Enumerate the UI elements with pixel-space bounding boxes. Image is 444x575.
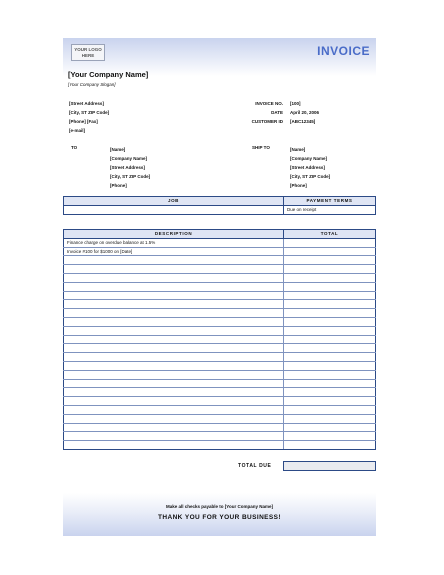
label-customer-id: CUSTOMER ID <box>251 119 283 124</box>
description-cell[interactable]: Invoice #100 for $1000 on [Date] <box>64 247 284 256</box>
table-row <box>64 291 376 300</box>
table-row <box>64 397 376 406</box>
total-cell[interactable] <box>284 370 376 379</box>
table-row <box>64 361 376 370</box>
total-cell[interactable] <box>284 361 376 370</box>
total-cell[interactable] <box>284 335 376 344</box>
invoice-page <box>63 38 376 536</box>
total-cell[interactable] <box>284 282 376 291</box>
description-cell[interactable] <box>64 335 284 344</box>
payment-terms-header: PAYMENT TERMS <box>284 197 376 206</box>
bill-to-street: [Street Address] <box>110 165 145 170</box>
total-cell[interactable] <box>284 414 376 423</box>
ship-to-block <box>290 145 330 190</box>
bill-to-company: [Company Name] <box>110 156 148 161</box>
description-cell[interactable] <box>64 423 284 432</box>
value-date: April 20, 2006 <box>290 110 320 115</box>
job-header: JOB <box>64 197 284 206</box>
description-cell[interactable] <box>64 309 284 318</box>
total-due-value[interactable] <box>283 461 376 471</box>
description-cell[interactable] <box>64 388 284 397</box>
total-cell[interactable] <box>284 326 376 335</box>
table-row <box>64 309 376 318</box>
payable-note: Make all checks payable to [Your Company Name] <box>166 504 273 509</box>
bill-to-label: TO <box>71 145 78 150</box>
thank-you-text: THANK YOU FOR YOUR BUSINESS! <box>158 514 281 521</box>
total-cell[interactable] <box>284 247 376 256</box>
ship-to-street: [Street Address] <box>290 165 325 170</box>
table-row <box>64 344 376 353</box>
ship-to-label: SHIP TO <box>252 145 270 150</box>
description-cell[interactable] <box>64 414 284 423</box>
total-cell[interactable] <box>284 265 376 274</box>
description-cell[interactable] <box>64 256 284 265</box>
total-cell[interactable] <box>284 309 376 318</box>
total-cell[interactable] <box>284 344 376 353</box>
total-cell[interactable] <box>284 238 376 247</box>
description-cell[interactable] <box>64 405 284 414</box>
description-cell[interactable] <box>64 353 284 362</box>
invoice-meta-values <box>290 99 319 126</box>
total-due-label: TOTAL DUE <box>238 463 272 469</box>
total-cell[interactable] <box>284 405 376 414</box>
job-table <box>63 196 376 215</box>
bill-to-name: [Name] <box>110 147 126 152</box>
value-customer-id: [ABC12345] <box>290 119 316 124</box>
payment-terms-cell[interactable]: Due on receipt <box>284 205 376 214</box>
total-cell[interactable] <box>284 397 376 406</box>
bill-to-block <box>110 145 150 190</box>
bill-to-city: [City, ST ZIP Code] <box>110 174 151 179</box>
table-row <box>64 441 376 450</box>
description-cell[interactable] <box>64 361 284 370</box>
description-cell[interactable] <box>64 432 284 441</box>
table-row <box>64 282 376 291</box>
bill-to-phone: [Phone] <box>110 183 127 188</box>
logo-placeholder: YOUR LOGO HERE <box>71 44 105 61</box>
description-cell[interactable] <box>64 379 284 388</box>
table-row <box>64 247 376 256</box>
table-row <box>64 256 376 265</box>
table-row <box>64 273 376 282</box>
address-city: [City, ST ZIP Code] <box>69 110 110 115</box>
description-cell[interactable] <box>64 273 284 282</box>
company-name: [Your Company Name] <box>68 70 149 79</box>
description-cell[interactable] <box>64 300 284 309</box>
table-row <box>64 388 376 397</box>
description-cell[interactable] <box>64 317 284 326</box>
table-row <box>64 326 376 335</box>
value-invoice-no: [100] <box>290 101 301 106</box>
total-cell[interactable] <box>284 379 376 388</box>
description-cell[interactable] <box>64 344 284 353</box>
total-cell[interactable] <box>284 423 376 432</box>
company-address <box>69 99 109 135</box>
table-row <box>64 353 376 362</box>
total-due-row <box>63 461 376 471</box>
label-invoice-no: INVOICE NO. <box>255 101 283 106</box>
company-slogan: [Your Company Slogan] <box>68 82 116 87</box>
ship-to-company: [Company Name] <box>290 156 328 161</box>
total-cell[interactable] <box>284 353 376 362</box>
total-cell[interactable] <box>284 441 376 450</box>
table-row <box>64 300 376 309</box>
description-header: DESCRIPTION <box>64 230 284 239</box>
description-cell[interactable] <box>64 397 284 406</box>
address-email: [e-mail] <box>69 128 86 133</box>
ship-to-phone: [Phone] <box>290 183 307 188</box>
invoice-meta-labels <box>233 99 283 126</box>
description-cell[interactable] <box>64 370 284 379</box>
total-cell[interactable] <box>284 388 376 397</box>
table-row <box>64 238 376 247</box>
total-cell[interactable] <box>284 256 376 265</box>
address-street: [Street Address] <box>69 101 104 106</box>
total-cell[interactable] <box>284 317 376 326</box>
table-row <box>64 265 376 274</box>
description-cell[interactable] <box>64 291 284 300</box>
description-cell[interactable] <box>64 265 284 274</box>
address-phone-fax: [Phone] [Fax] <box>69 119 98 124</box>
description-cell[interactable] <box>64 441 284 450</box>
label-date: DATE <box>271 110 283 115</box>
description-cell[interactable] <box>64 282 284 291</box>
total-cell[interactable] <box>284 432 376 441</box>
table-row <box>64 405 376 414</box>
ship-to-city: [City, ST ZIP Code] <box>290 174 331 179</box>
ship-to-name: [Name] <box>290 147 306 152</box>
description-cell[interactable] <box>64 326 284 335</box>
total-cell[interactable] <box>284 291 376 300</box>
description-cell[interactable]: Finance charge on overdue balance at 1.5% <box>64 238 284 247</box>
table-row <box>64 432 376 441</box>
total-header: TOTAL <box>284 230 376 239</box>
table-row <box>64 335 376 344</box>
job-cell[interactable] <box>64 205 284 214</box>
table-row <box>64 414 376 423</box>
table-row <box>64 370 376 379</box>
total-cell[interactable] <box>284 273 376 282</box>
invoice-title: INVOICE <box>317 44 370 58</box>
table-row <box>64 423 376 432</box>
items-table <box>63 229 376 450</box>
table-row <box>64 317 376 326</box>
table-row <box>64 379 376 388</box>
total-cell[interactable] <box>284 300 376 309</box>
